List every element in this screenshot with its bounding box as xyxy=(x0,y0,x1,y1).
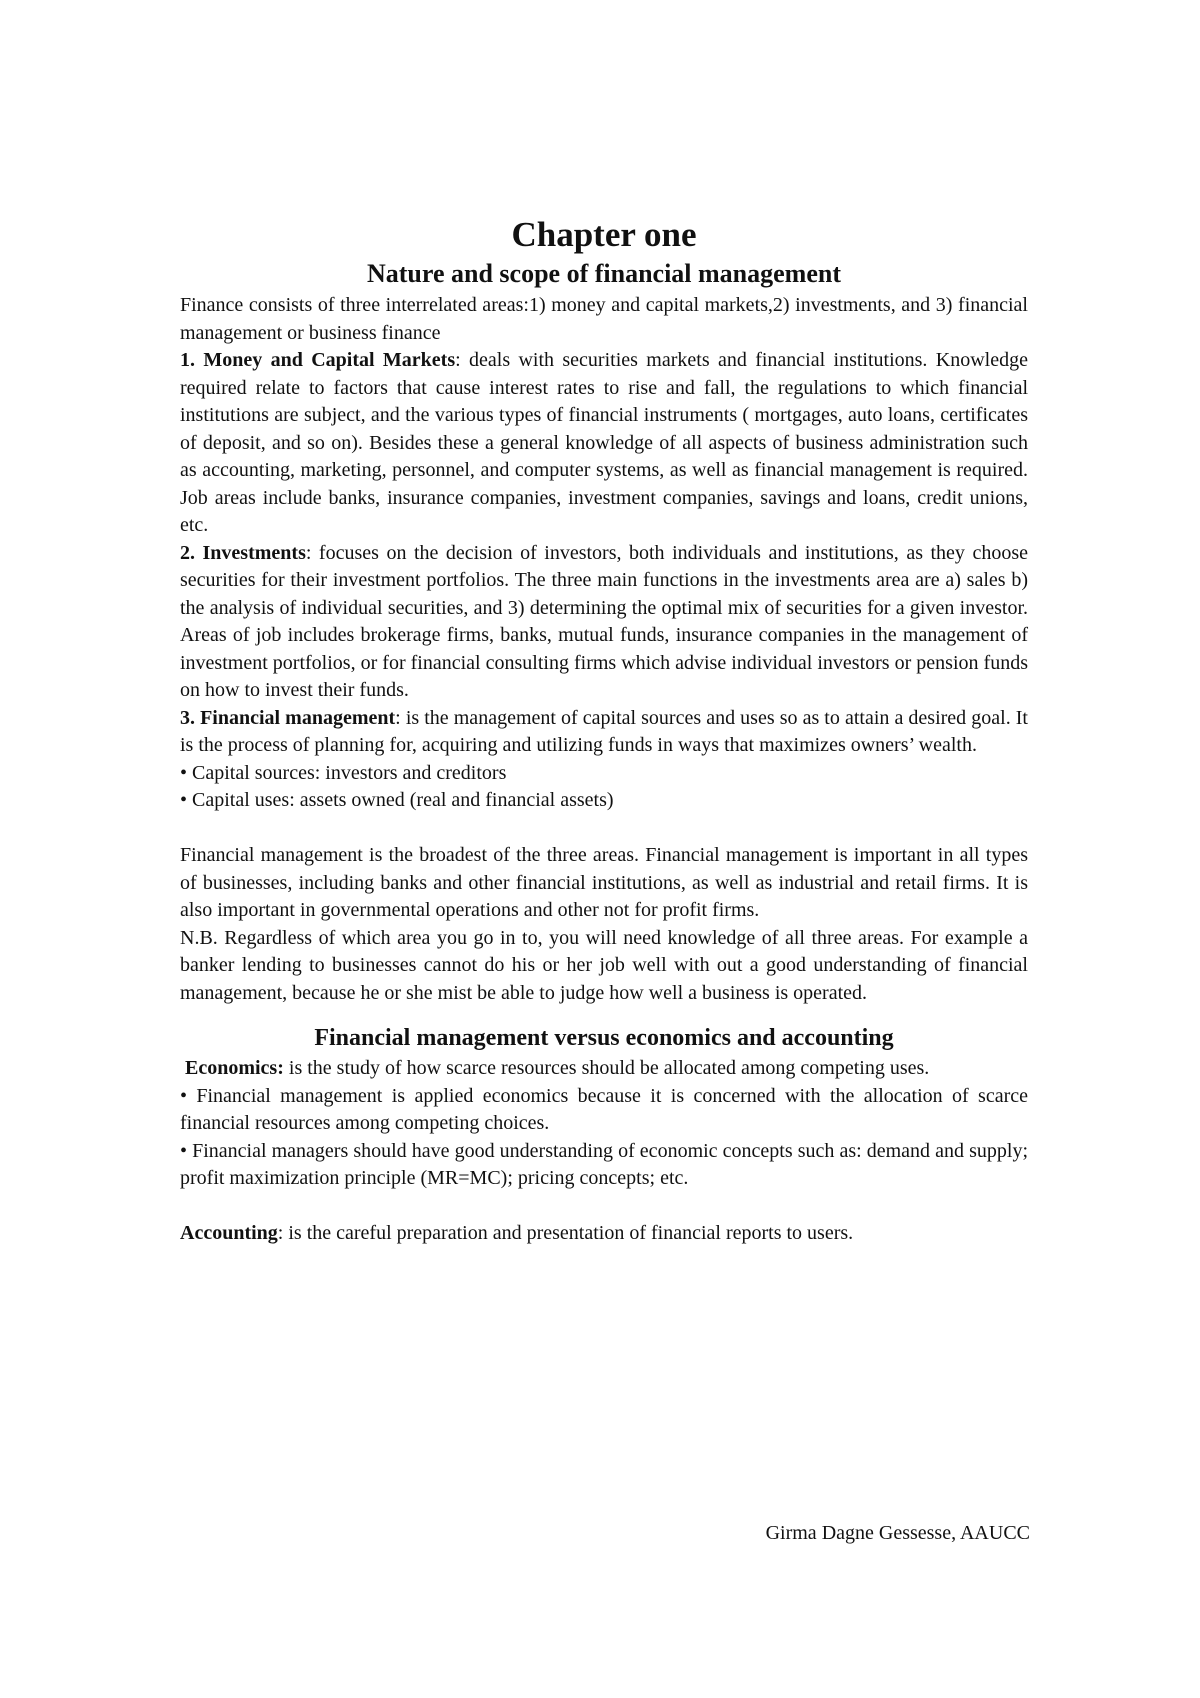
chapter-title: Chapter one xyxy=(511,215,697,254)
page-content xyxy=(180,214,1028,1248)
page-footer: Girma Dagne Gessesse, AAUCC xyxy=(765,1522,1030,1544)
chapter-subtitle: Nature and scope of financial management xyxy=(366,259,841,288)
investments-term: 2. Investments xyxy=(180,541,306,564)
economics-paragraph xyxy=(180,1055,1028,1083)
nb-paragraph: N.B. Regardless of which area you go in to, you will need knowledge of all three areas. For example a banker lending to businesses cannot do his or her job well with out a good understanding of financial management, because he or she mist be able to judge how well a business is operated. xyxy=(180,926,1028,1004)
accounting-text: : is the careful preparation and presentation of financial reports to users. xyxy=(277,1222,854,1244)
accounting-paragraph xyxy=(180,1220,1028,1248)
bullet-applied-economics: • Financial management is applied economics because it is concerned with the allocation of scarce financial resources among competing choices. xyxy=(180,1084,1028,1134)
bullet-capital-uses: • Capital uses: assets owned (real and financial assets) xyxy=(180,789,614,811)
economics-term: Economics: xyxy=(185,1057,284,1079)
bullet-economic-concepts: • Financial managers should have good understanding of economic concepts such as: demand and supply; profit maximization principle (MR=MC); pricing concepts; etc. xyxy=(180,1139,1028,1189)
section-heading-economics-accounting: Financial management versus economics and accounting xyxy=(314,1025,894,1051)
money-capital-paragraph xyxy=(180,347,1028,540)
investments-text: : focuses on the decision of investors, both individuals and institutions, as they choose securities for their investment portfolios. The three main functions in the investments area are a) sales b) the analysis of individual securities, and 3) determining the optimal mix of securities for a given investor. Areas of job includes brokerage firms, banks, mutual funds, insurance companies in the management of investment portfolios, or for financial consulting firms which advise individual investors or pension funds on how to invest their funds. xyxy=(180,541,1028,701)
spacer xyxy=(180,1007,1028,1021)
spacer xyxy=(180,1193,1028,1221)
accounting-term: Accounting xyxy=(180,1222,278,1244)
financial-management-paragraph xyxy=(180,705,1028,760)
financial-management-term: 3. Financial management xyxy=(180,706,396,729)
broadest-paragraph: Financial management is the broadest of the three areas. Financial management is important in all types of businesses, including banks and other financial institutions, as well as industrial and retail firms. It is also important in governmental operations and other not for profit firms. xyxy=(180,844,1028,921)
bullet-capital-sources: • Capital sources: investors and creditors xyxy=(180,761,507,784)
economics-text: is the study of how scarce resources should be allocated among competing uses. xyxy=(283,1057,930,1079)
intro-paragraph: Finance consists of three interrelated areas:1) money and capital markets,2) investments, and 3) financial management or business finance xyxy=(180,294,1028,344)
money-capital-text: : deals with securities markets and financial institutions. Knowledge required relate to factors that cause interest rates to rise and fall, the regulations to which financial institutions are subject, and the various types of financial instruments ( mortgages, auto loans, certificates of deposit, and so on). Besides these a general knowledge of all aspects of business administration such as accounting, marketing, personnel, and computer systems, as well as financial management is required. Job areas include banks, insurance companies, investment companies, savings and loans, credit unions, etc. xyxy=(180,349,1028,536)
money-capital-term: 1. Money and Capital Markets xyxy=(180,349,456,371)
spacer xyxy=(180,815,1028,843)
investments-paragraph xyxy=(180,540,1028,705)
financial-management-text: : is the management of capital sources and uses so as to attain a desired goal. It is the process of planning for, acquiring and utilizing funds in ways that maximizes owners’ wealth. xyxy=(180,706,1028,756)
